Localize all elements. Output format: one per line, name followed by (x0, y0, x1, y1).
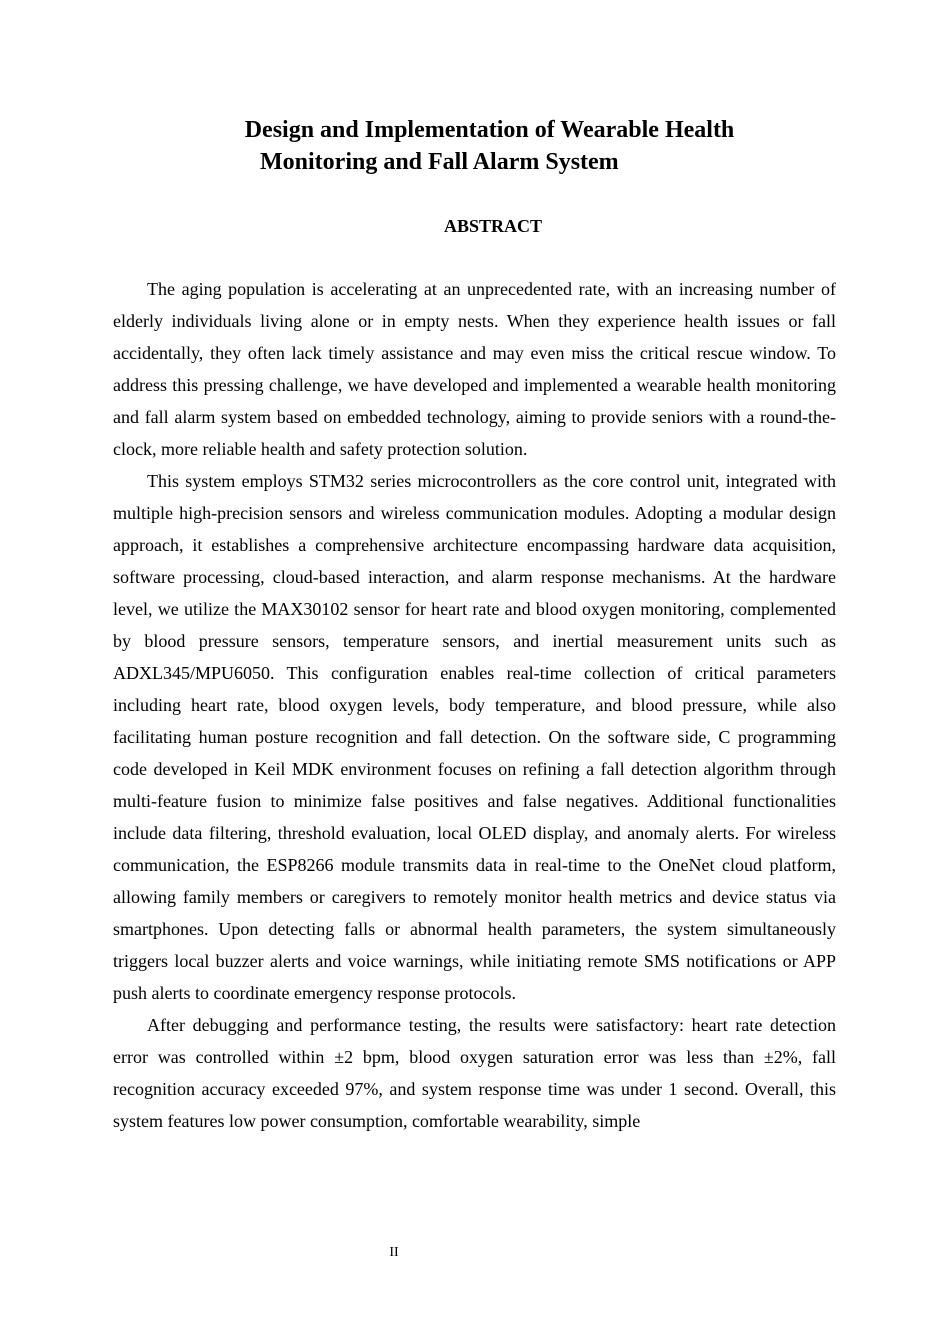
title-line-2: Monitoring and Fall Alarm System (260, 149, 619, 175)
title-line-1: Design and Implementation of Wearable Health (244, 117, 735, 143)
abstract-paragraph-3: After debugging and performance testing, the results were satisfactory: heart rate detection error was controlled within ±2 bpm, blood oxygen saturation error was less than ±2%, fall recognition accuracy exceeded 97%, and system response time was under 1 second. Overall, this system features low power consumption, comfortable wearability, simple (113, 1015, 836, 1131)
abstract-paragraph-1: The aging population is accelerating at an unprecedented rate, with an increasing number of elderly individuals living alone or in empty nests. When they experience health issues or fall accidentally, they often lack timely assistance and may even miss the critical rescue window. To address this pressing challenge, we have developed and implemented a wearable health monitoring and fall alarm system based on embedded technology, aiming to provide seniors with a round-the-clock, more reliable health and safety protection solution. (113, 279, 836, 459)
abstract-paragraph-2: This system employs STM32 series microcontrollers as the core control unit, integrated with multiple high-precision sensors and wireless communication modules. Adopting a modular design approach, it establishes a comprehensive architecture encompassing hardware data acquisition, software processing, cloud-based interaction, and alarm response mechanisms. At the hardware level, we utilize the MAX30102 sensor for heart rate and blood oxygen monitoring, complemented by blood pressure sensors, temperature sensors, and inertial measurement units such as ADXL345/MPU6050. This configuration enables real-time collection of critical parameters including heart rate, blood oxygen levels, body temperature, and blood pressure, while also facilitating human posture recognition and fall detection. On the software side, C programming code developed in Keil MDK environment focuses on refining a fall detection algorithm through multi-feature fusion to minimize false positives and false negatives. Additional functionalities include data filtering, threshold evaluation, local OLED display, and anomaly alerts. For wireless communication, the ESP8266 module transmits data in real-time to the OneNet cloud platform, allowing family members or caregivers to remotely monitor health metrics and device status via smartphones. Upon detecting falls or abnormal health parameters, the system simultaneously triggers local buzzer alerts and voice warnings, while initiating remote SMS notifications or APP push alerts to coordinate emergency response protocols. (113, 471, 836, 1003)
document-title (113, 114, 836, 178)
abstract-heading: ABSTRACT (443, 216, 543, 236)
abstract-body (113, 273, 836, 1137)
page-number: II (389, 1245, 399, 1260)
